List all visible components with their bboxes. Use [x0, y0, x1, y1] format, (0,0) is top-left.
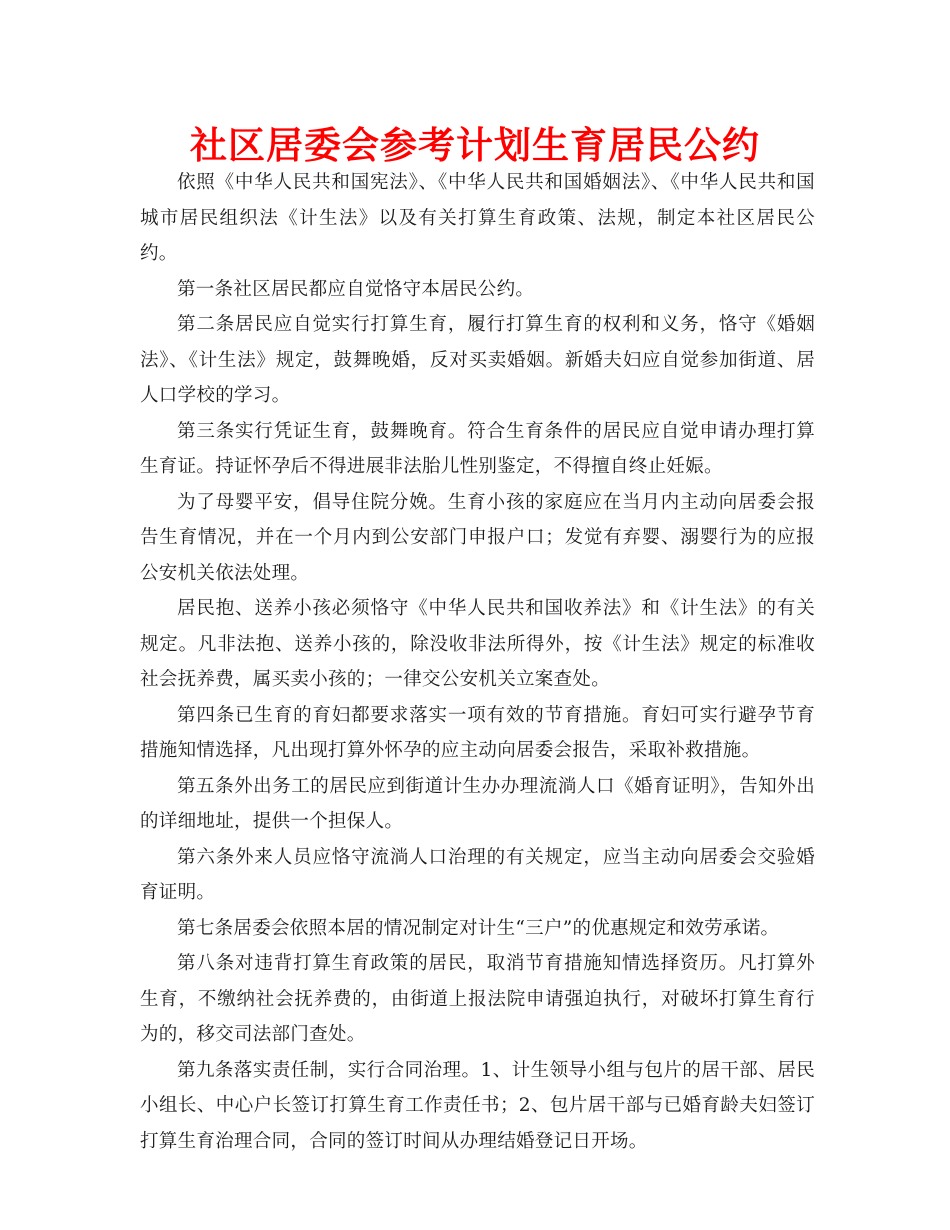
- paragraph-article-4: 第四条已生育的育妇都要求落实一项有效的节育措施。育妇可实行避孕节育措施知情选择，凡出现打算外怀孕的应主动向居委会报告，采取补救措施。: [140, 704, 815, 761]
- paragraph-article-3-adoption: 居民抱、送养小孩必须恪守《中华人民共和国收养法》和《计生法》的有关规定。凡非法抱、送养小孩的，除没收非法所得外，按《计生法》规定的标准收社会抚养费，属买卖小孩的；一律交公安机关立案查处。: [140, 598, 815, 690]
- paragraph-article-6: 第六条外来人员应恪守流淌人口治理的有关规定，应当主动向居委会交验婚育证明。: [140, 846, 815, 903]
- paragraph-preamble: 依照《中华人民共和国宪法》、《中华人民共和国婚姻法》、《中华人民共和国城市居民组织法《计生法》以及有关打算生育政策、法规，制定本社区居民公约。: [140, 172, 815, 264]
- document-title: 社区居委会参考计划生育居民公约: [190, 123, 760, 167]
- paragraph-article-3: 第三条实行凭证生育，鼓舞晚育。符合生育条件的居民应自觉申请办理打算生育证。持证怀孕后不得进展非法胎儿性别鉴定，不得擅自终止妊娠。: [140, 420, 815, 477]
- paragraph-article-1: 第一条社区居民都应自觉恪守本居民公约。: [177, 278, 535, 300]
- paragraph-article-9: 第九条落实责任制，实行合同治理。1、计生领导小组与包片的居干部、居民小组长、中心户长签订打算生育工作责任书；2、包片居干部与已婚育龄夫妇签订打算生育治理合同，合同的签订时间从办理结婚登记日开场。: [140, 1059, 815, 1152]
- document-body: [140, 165, 815, 1159]
- paragraph-article-2: 第二条居民应自觉实行打算生育，履行打算生育的权利和义务，恪守《婚姻法》、《计生法》规定，鼓舞晚婚，反对买卖婚姻。新婚夫妇应自觉参加街道、居人口学校的学习。: [140, 314, 815, 406]
- paragraph-article-5: 第五条外出务工的居民应到街道计生办办理流淌人口《婚育证明》，告知外出的详细地址，提供一个担保人。: [140, 775, 815, 832]
- paragraph-article-8: 第八条对违背打算生育政策的居民，取消节育措施知情选择资历。凡打算外生育，不缴纳社会抚养费的，由街道上报法院申请强迫执行，对破坏打算生育行为的，移交司法部门查处。: [140, 953, 815, 1045]
- paragraph-article-3-birth: 为了母婴平安，倡导住院分娩。生育小孩的家庭应在当月内主动向居委会报告生育情况，并在一个月内到公安部门申报户口；发觉有弃婴、溺婴行为的应报公安机关依法处理。: [140, 491, 815, 584]
- paragraph-article-7: 第七条居委会依照本居的情况制定对计生“三户”的优惠规定和效劳承诺。: [177, 917, 780, 939]
